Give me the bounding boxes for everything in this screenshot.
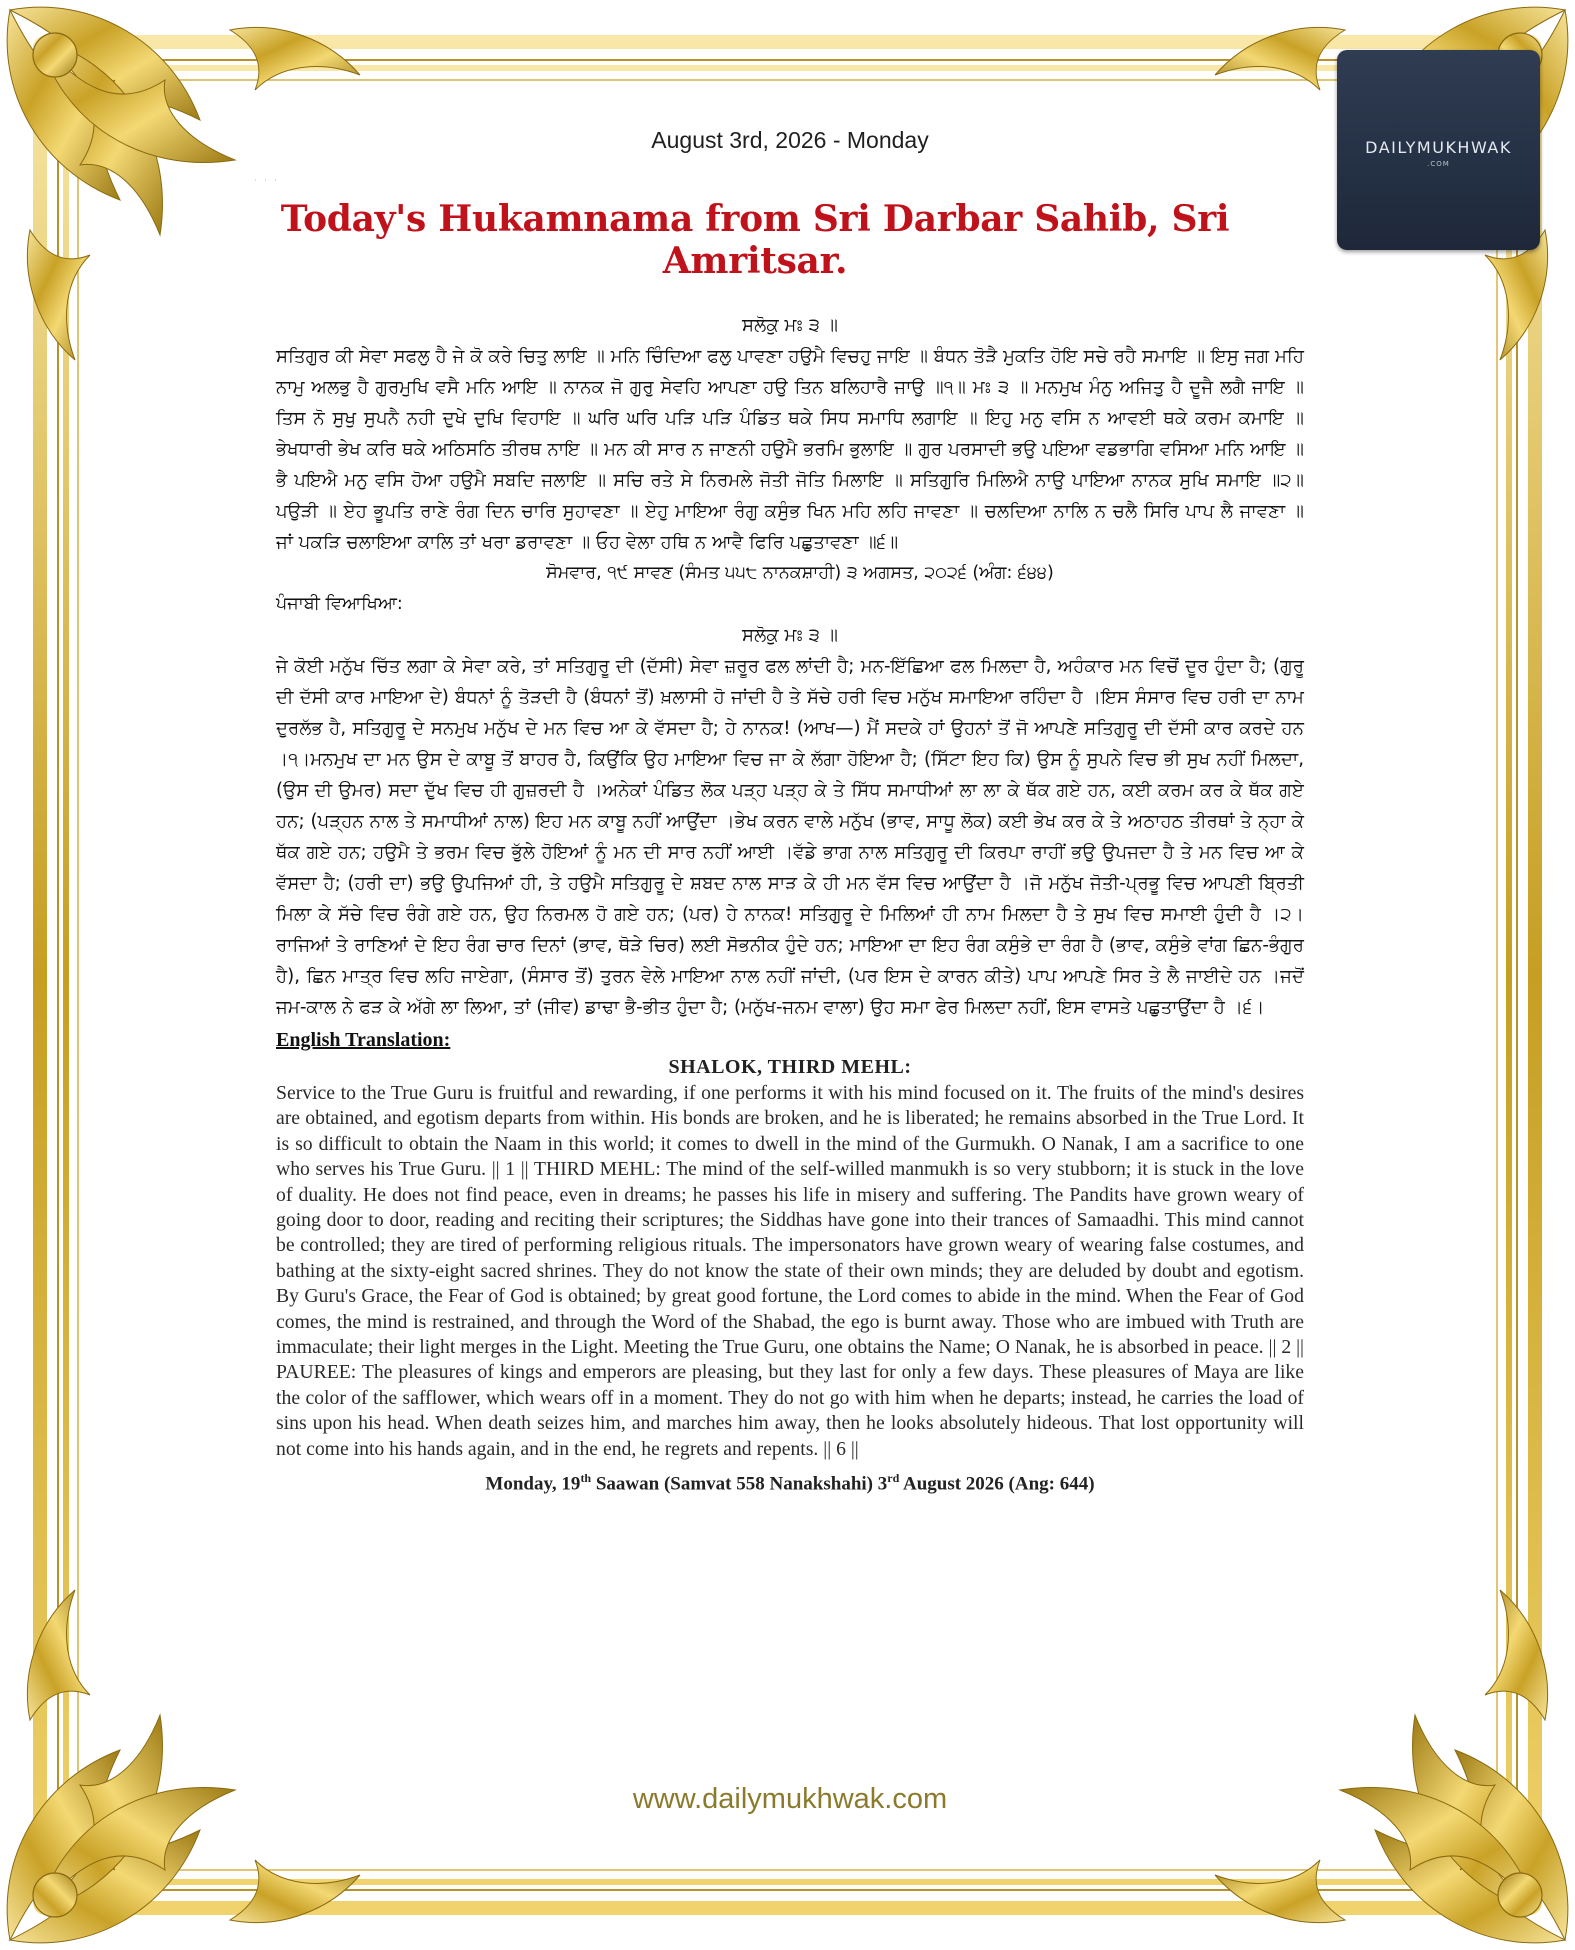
punjabi-explanation-label: ਪੰਜਾਬੀ ਵਿਆਖਿਆ: [276,594,403,614]
english-translation-label: English Translation: [276,1029,451,1051]
footer-website-link[interactable]: www.dailymukhwak.com [632,1783,948,1815]
logo-domain-text: .COM [1427,160,1450,168]
gurbani-text: ਸਤਿਗੁਰ ਕੀ ਸੇਵਾ ਸਫਲੁ ਹੈ ਜੇ ਕੋ ਕਰੇ ਚਿਤੁ ਲਾਇ ॥ ਮਨਿ ਚਿੰਦਿਆ ਫਲੁ ਪਾਵਣਾ ਹਉਮੈ ਵਿਚਹੁ ਜਾਇ ॥ ਬੰਧਨ ਤੋੜੈ ਮੁਕਤਿ ਹੋਇ ਸਚੇ ਰਹੈ ਸਮਾਇ ॥ ਇਸੁ ਜਗ ਮਹਿ ਨਾਮੁ ਅਲਭੁ ਹੈ ਗੁਰਮੁਖਿ ਵਸੈ ਮਨਿ ਆਇ ॥ ਨਾਨਕ ਜੋ ਗੁਰੁ ਸੇਵਹਿ ਆਪਣਾ ਹਉ ਤਿਨ ਬਲਿਹਾਰੈ ਜਾਉ ॥੧॥ ਮਃ ੩ ॥ ਮਨਮੁਖ ਮੰਨੁ ਅਜਿਤੁ ਹੈ ਦੂਜੈ ਲਗੈ ਜਾਇ ॥ ਤਿਸ ਨੋ ਸੁਖੁ ਸੁਪਨੈ ਨਹੀ ਦੁਖੇ ਦੁਖਿ ਵਿਹਾਇ ॥ ਘਰਿ ਘਰਿ ਪੜਿ ਪੜਿ ਪੰਡਿਤ ਥਕੇ ਸਿਧ ਸਮਾਧਿ ਲਗਾਇ ॥ ਇਹੁ ਮਨੁ ਵਸਿ ਨ ਆਵਈ ਥਕੇ ਕਰਮ ਕਮਾਇ ॥ ਭੇਖਧਾਰੀ ਭੇਖ ਕਰਿ ਥਕੇ ਅਠਿਸਠਿ ਤੀਰਥ ਨਾਇ ॥ ਮਨ ਕੀ ਸਾਰ ਨ ਜਾਣਨੀ ਹਉਮੈ ਭਰਮਿ ਭੁਲਾਇ ॥ ਗੁਰ ਪਰਸਾਦੀ ਭਉ ਪਇਆ ਵਡਭਾਗਿ ਵਸਿਆ ਮਨਿ ਆਇ ॥ ਭੈ ਪਇਐ ਮਨੁ ਵਸਿ ਹੋਆ ਹਉਮੈ ਸਬਦਿ ਜਲਾਇ ॥ ਸਚਿ ਰਤੇ ਸੇ ਨਿਰਮਲੇ ਜੋਤੀ ਜੋਤਿ ਮਿਲਾਇ ॥ ਸਤਿਗੁਰਿ ਮਿਲਿਐ ਨਾਉ ਪਾਇਆ ਨਾਨਕ ਸੁਖਿ ਸਮਾਇ ॥੨॥ ਪਉੜੀ ॥ ਏਹ ਭੂਪਤਿ ਰਾਣੇ ਰੰਗ ਦਿਨ ਚਾਰਿ ਸੁਹਾਵਣਾ ॥ ਏਹੁ ਮਾਇਆ ਰੰਗੁ ਕਸੁੰਭ ਖਿਨ ਮਹਿ ਲਹਿ ਜਾਵਣਾ ॥ ਚਲਦਿਆ ਨਾਲਿ ਨ ਚਲੈ ਸਿਰਿ ਪਾਪ ਲੈ ਜਾਵਣਾ ॥ ਜਾਂ ਪਕੜਿ ਚਲਾਇਆ ਕਾਲਿ ਤਾਂ ਖਰਾ ਡਰਾਵਣਾ ॥ ਓਹ ਵੇਲਾ ਹਥਿ ਨ ਆਵੈ ਫਿਰਿ ਪਛੁਤਾਵਣਾ ॥੬॥ [276,346,1304,553]
english-date-part-b: Saawan (Samvat 558 Nanakshahi) 3 [591,1473,888,1495]
page-title: Today's Hukamnama from Sri Darbar Sahib, Sri Amritsar. [280,198,1230,282]
english-heading: SHALOK, THIRD MEHL: [668,1056,912,1078]
dailymukhwak-logo[interactable] [1337,50,1540,250]
english-date-part-c: August 2026 (Ang: 644) [899,1473,1095,1495]
punjabi-explanation-text: ਜੇ ਕੋਈ ਮਨੁੱਖ ਚਿੱਤ ਲਗਾ ਕੇ ਸੇਵਾ ਕਰੇ, ਤਾਂ ਸਤਿਗੁਰੂ ਦੀ (ਦੱਸੀ) ਸੇਵਾ ਜ਼ਰੂਰ ਫਲ ਲਾਂਦੀ ਹੈ; ਮਨ-ਇੱਛਿਆ ਫਲ ਮਿਲਦਾ ਹੈ, ਅਹੰਕਾਰ ਮਨ ਵਿਚੋਂ ਦੂਰ ਹੁੰਦਾ ਹੈ; (ਗੁਰੂ ਦੀ ਦੱਸੀ ਕਾਰ ਮਾਇਆ ਦੇ) ਬੰਧਨਾਂ ਨੂੰ ਤੋੜਦੀ ਹੈ (ਬੰਧਨਾਂ ਤੋਂ) ਖ਼ਲਾਸੀ ਹੋ ਜਾਂਦੀ ਹੈ ਤੇ ਸੱਚੇ ਹਰੀ ਵਿਚ ਮਨੁੱਖ ਸਮਾਇਆ ਰਹਿੰਦਾ ਹੈ ।ਇਸ ਸੰਸਾਰ ਵਿਚ ਹਰੀ ਦਾ ਨਾਮ ਦੁਰਲੱਭ ਹੈ, ਸਤਿਗੁਰੂ ਦੇ ਸਨਮੁਖ ਮਨੁੱਖ ਦੇ ਮਨ ਵਿਚ ਆ ਕੇ ਵੱਸਦਾ ਹੈ; ਹੇ ਨਾਨਕ! (ਆਖ—) ਮੈਂ ਸਦਕੇ ਹਾਂ ਉਹਨਾਂ ਤੋਂ ਜੋ ਆਪਣੇ ਸਤਿਗੁਰੂ ਦੀ ਦੱਸੀ ਕਾਰ ਕਰਦੇ ਹਨ ।੧।ਮਨਮੁਖ ਦਾ ਮਨ ਉਸ ਦੇ ਕਾਬੂ ਤੋਂ ਬਾਹਰ ਹੈ, ਕਿਉਂਕਿ ਉਹ ਮਾਇਆ ਵਿਚ ਜਾ ਕੇ ਲੱਗਾ ਹੋਇਆ ਹੈ; (ਸਿੱਟਾ ਇਹ ਕਿ) ਉਸ ਨੂੰ ਸੁਪਨੇ ਵਿਚ ਭੀ ਸੁਖ ਨਹੀਂ ਮਿਲਦਾ, (ਉਸ ਦੀ ਉਮਰ) ਸਦਾ ਦੁੱਖ ਵਿਚ ਹੀ ਗੁਜ਼ਰਦੀ ਹੈ ।ਅਨੇਕਾਂ ਪੰਡਿਤ ਲੋਕ ਪੜ੍ਹ ਪੜ੍ਹ ਕੇ ਤੇ ਸਿੱਧ ਸਮਾਧੀਆਂ ਲਾ ਲਾ ਕੇ ਥੱਕ ਗਏ ਹਨ, ਕਈ ਕਰਮ ਕਰ ਕੇ ਥੱਕ ਗਏ ਹਨ; (ਪੜ੍ਹਨ ਨਾਲ ਤੇ ਸਮਾਧੀਆਂ ਨਾਲ) ਇਹ ਮਨ ਕਾਬੂ ਨਹੀਂ ਆਉਂਦਾ ।ਭੇਖ ਕਰਨ ਵਾਲੇ ਮਨੁੱਖ (ਭਾਵ, ਸਾਧੂ ਲੋਕ) ਕਈ ਭੇਖ ਕਰ ਕੇ ਤੇ ਅਠਾਹਠ ਤੀਰਥਾਂ ਤੇ ਨ੍ਹਾ ਕੇ ਥੱਕ ਗਏ ਹਨ; ਹਉਮੈ ਤੇ ਭਰਮ ਵਿਚ ਭੁੱਲੇ ਹੋਇਆਂ ਨੂੰ ਮਨ ਦੀ ਸਾਰ ਨਹੀਂ ਆਈ ।ਵੱਡੇ ਭਾਗ ਨਾਲ ਸਤਿਗੁਰੂ ਦੀ ਕਿਰਪਾ ਰਾਹੀਂ ਭਉ ਉਪਜਦਾ ਹੈ ਤੇ ਮਨ ਵਿਚ ਆ ਕੇ ਵੱਸਦਾ ਹੈ; (ਹਰੀ ਦਾ) ਭਉ ਉਪਜਿਆਂ ਹੀ, ਤੇ ਹਉਮੈ ਸਤਿਗੁਰੂ ਦੇ ਸ਼ਬਦ ਨਾਲ ਸਾੜ ਕੇ ਹੀ ਮਨ ਵੱਸ ਵਿਚ ਆਉਂਦਾ ਹੈ ।ਜੋ ਮਨੁੱਖ ਜੋਤੀ-ਪ੍ਰਭੂ ਵਿਚ ਆਪਣੀ ਬ੍ਰਿਤੀ ਮਿਲਾ ਕੇ ਸੱਚੇ ਵਿਚ ਰੰਗੇ ਗਏ ਹਨ, ਉਹ ਨਿਰਮਲ ਹੋ ਗਏ ਹਨ; (ਪਰ) ਹੇ ਨਾਨਕ! ਸਤਿਗੁਰੂ ਦੇ ਮਿਲਿਆਂ ਹੀ ਨਾਮ ਮਿਲਦਾ ਹੈ ਤੇ ਸੁਖ ਵਿਚ ਸਮਾਈ ਹੁੰਦੀ ਹੈ ।੨।ਰਾਜਿਆਂ ਤੇ ਰਾਣਿਆਂ ਦੇ ਇਹ ਰੰਗ ਚਾਰ ਦਿਨਾਂ (ਭਾਵ, ਥੋੜੇ ਚਿਰ) ਲਈ ਸੋਭਨੀਕ ਹੁੰਦੇ ਹਨ; ਮਾਇਆ ਦਾ ਇਹ ਰੰਗ ਕਸੁੰਭੇ ਦਾ ਰੰਗ ਹੈ (ਭਾਵ, ਕਸੁੰਭੇ ਵਾਂਗ ਛਿਨ-ਭੰਗੁਰ ਹੈ), ਛਿਨ ਮਾਤ੍ਰ ਵਿਚ ਲਹਿ ਜਾਏਗਾ, (ਸੰਸਾਰ ਤੋਂ) ਤੁਰਨ ਵੇਲੇ ਮਾਇਆ ਨਾਲ ਨਹੀਂ ਜਾਂਦੀ, (ਪਰ ਇਸ ਦੇ ਕਾਰਨ ਕੀਤੇ) ਪਾਪ ਆਪਣੇ ਸਿਰ ਤੇ ਲੈ ਜਾਈਦੇ ਹਨ ।ਜਦੋਂ ਜਮ-ਕਾਲ ਨੇ ਫੜ ਕੇ ਅੱਗੇ ਲਾ ਲਿਆ, ਤਾਂ (ਜੀਵ) ਡਾਢਾ ਭੈ-ਭੀਤ ਹੁੰਦਾ ਹੈ; (ਮਨੁੱਖ-ਜਨਮ ਵਾਲਾ) ਉਹ ਸਮਾ ਫੇਰ ਮਿਲਦਾ ਨਹੀਂ, ਇਸ ਵਾਸਤੇ ਪਛੁਤਾਉਂਦਾ ਹੈ ।੬। [276,656,1304,1018]
english-date-sup-a: th [580,1471,592,1486]
gurbani-heading: ਸਲੋਕੁ ਮਃ ੩ ॥ [741,315,839,336]
english-date-line [276,1464,1304,1498]
logo-brand-text: DAILYMUKHWAK [1365,138,1512,157]
english-date-sup-b: rd [887,1471,900,1486]
english-translation-text: Service to the True Guru is fruitful and rewarding, if one performs it with his mind focused on it. The fruits of the mind's desires are obtained, and egotism departs from within. His bonds are broken, and he is liberated; he remains absorbed in the True Lord. It is so difficult to obtain the Naam in this world; it comes to dwell in the mind of the Gurmukh. O Nanak, I am a sacrifice to one who serves his True Guru. || 1 || THIRD MEHL: The mind of the self-willed manmukh is so very stubborn; it is stuck in the love of duality. He does not find peace, even in dreams; he passes his life in misery and suffering. The Pandits have grown weary of going door to door, reading and reciting their scriptures; the Siddhas have gone into their trances of Samaadhi. This mind cannot be controlled; they are tired of performing religious rituals. The impersonators have grown weary of wearing false costumes, and bathing at the sixty-eight sacred shrines. They do not know the state of their own minds; they are deluded by doubt and egotism. By Guru's Grace, the Fear of God is obtained; by great good fortune, the Lord comes to abide in the mind. When the Fear of God comes, the mind is restrained, and through the Word of the Shabad, the ego is burnt away. Those who are imbued with Truth are immaculate; their light merges in the Light. Meeting the True Guru, one obtains the Name; O Nanak, he is absorbed in peace. || 2 || PAUREE: The pleasures of kings and emperors are pleasing, but they last for only a few days. These pleasures of Maya are like the color of the safflower, which wears off in a moment. They do not go with him when he departs; instead, he carries the load of sins upon his head. When death seizes him, and marches him away, then he looks absolutely hideous. That lost opportunity will not come into his hands again, and in the end, he regrets and repents. || 6 || [276,1082,1304,1460]
english-date-part-a: Monday, 19 [485,1473,581,1495]
gurbani-date-line: ਸੋਮਵਾਰ, ੧੯ ਸਾਵਣ (ਸੰਮਤ ੫੫੮ ਨਾਨਕਸ਼ਾਹੀ) ੩ ਅਗਸਤ, ੨੦੨੬ (ਅੰਗ: ੬੪੪) [546,563,1054,583]
page-date: August 3rd, 2026 - Monday [651,127,929,153]
faint-dot-mark: · · · [254,176,277,185]
hukamnama-content [276,310,1304,1498]
punjabi-heading: ਸਲੋਕੁ ਮਃ ੩ ॥ [741,625,839,646]
